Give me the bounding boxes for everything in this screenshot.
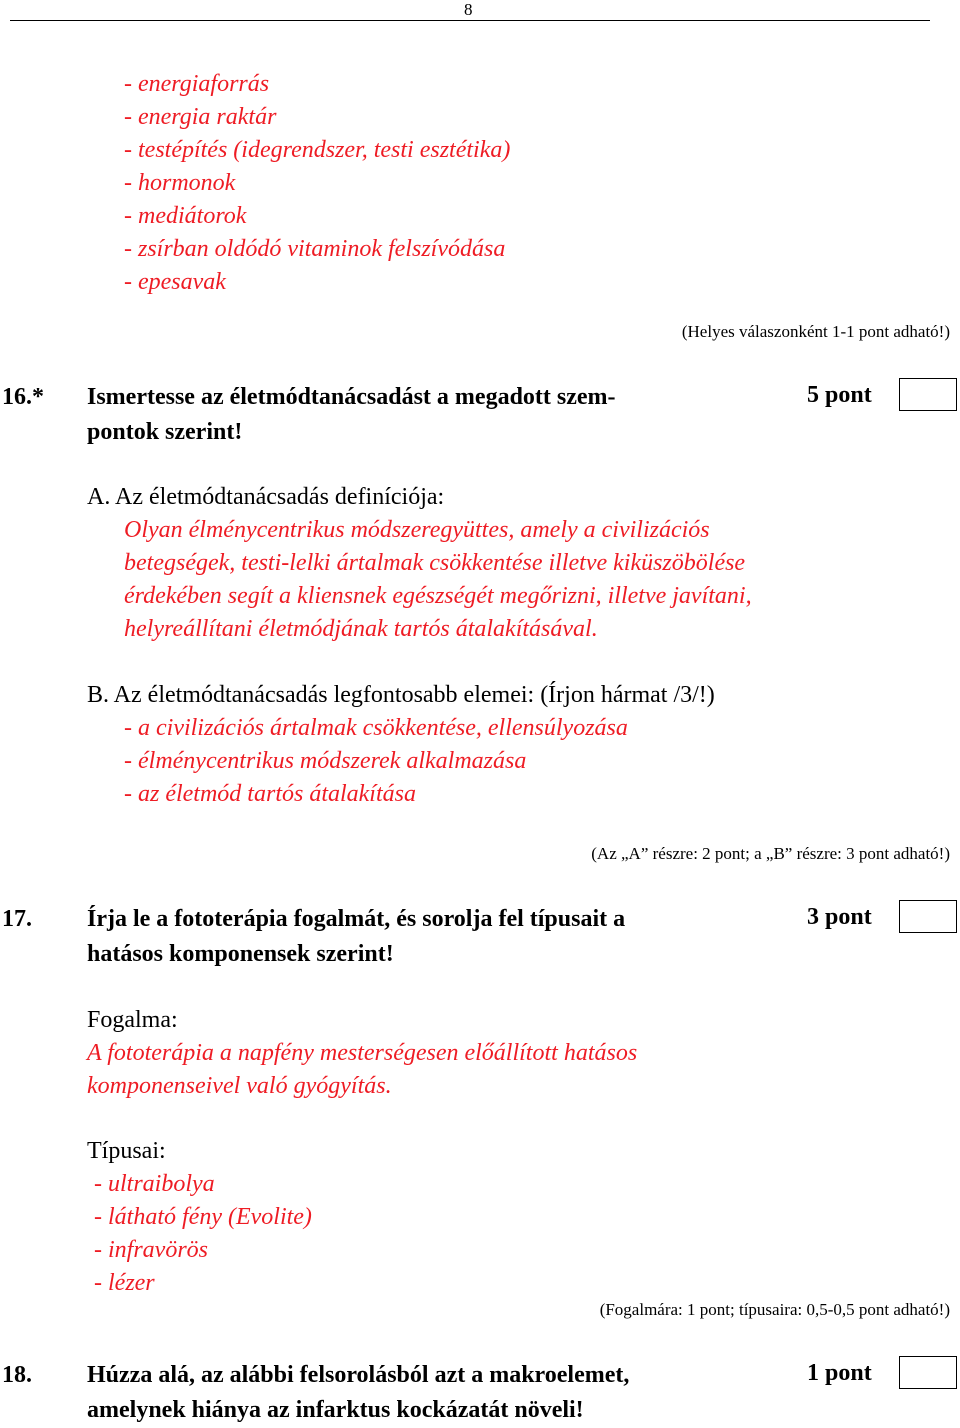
q16-score-box[interactable] — [899, 378, 957, 411]
answer-line: betegségek, testi-lelki ártalmak csökkentése illetve kiküszöbölése — [124, 550, 746, 576]
answer-line: helyreállítani életmódjának tartós átalakításával. — [124, 616, 598, 642]
q16-part-a-answer — [124, 514, 752, 646]
q18-score-box[interactable] — [899, 1356, 957, 1389]
q17-definition-answer — [87, 1037, 637, 1103]
list-item: - ultraibolya — [94, 1171, 215, 1197]
list-item: - testépítés (idegrendszer, testi esztétika) — [124, 137, 511, 163]
q16-part-b-list — [124, 712, 628, 811]
q18-points: 1 pont — [807, 1360, 872, 1386]
q16-part-a-label: A. Az életmódtanácsadás definíciója: — [87, 484, 445, 510]
q17-types-list — [94, 1168, 312, 1300]
q17-definition-label: Fogalma: — [87, 1007, 178, 1033]
list-item: - epesavak — [124, 269, 226, 295]
question-line: Ismertesse az életmódtanácsadást a megadott szem- — [87, 384, 616, 410]
list-item: - lézer — [94, 1270, 155, 1296]
list-item: - mediátorok — [124, 203, 247, 229]
q16-points: 5 pont — [807, 382, 872, 408]
q15-scoring-note: (Helyes válaszonként 1-1 pont adható!) — [681, 322, 950, 341]
q17-scoring-note: (Fogalmára: 1 pont; típusaira: 0,5-0,5 pont adható!) — [599, 1300, 950, 1319]
q17-points: 3 pont — [807, 904, 872, 930]
list-item: - a civilizációs ártalmak csökkentése, ellensúlyozása — [124, 715, 628, 741]
q18-question — [87, 1358, 629, 1428]
list-item: - hormonok — [124, 170, 236, 196]
list-item: - élménycentrikus módszerek alkalmazása — [124, 748, 527, 774]
question-line: pontok szerint! — [87, 419, 243, 445]
list-item: - zsírban oldódó vitaminok felszívódása — [124, 236, 506, 262]
q17-types-label: Típusai: — [87, 1138, 166, 1164]
list-item: - infravörös — [94, 1237, 208, 1263]
answer-line: komponenseivel való gyógyítás. — [87, 1073, 392, 1099]
q16-part-b-label: B. Az életmódtanácsadás legfontosabb elemei: (Írjon hármat /3/!) — [87, 682, 715, 708]
q16-number: 16.* — [2, 384, 44, 410]
q18-number: 18. — [2, 1362, 32, 1388]
list-item: - látható fény (Evolite) — [94, 1204, 312, 1230]
answer-line: Olyan élménycentrikus módszeregyüttes, amely a civilizációs — [124, 517, 710, 543]
list-item: - energiaforrás — [124, 71, 270, 97]
question-line: hatásos komponensek szerint! — [87, 941, 394, 967]
question-line: Húzza alá, az alábbi felsorolásból azt a makroelemet, — [87, 1362, 630, 1388]
q16-question — [87, 380, 616, 450]
header-rule — [10, 20, 930, 21]
list-item: - az életmód tartós átalakítása — [124, 781, 416, 807]
list-item: - energia raktár — [124, 104, 277, 130]
question-line: amelynek hiánya az infarktus kockázatát növeli! — [87, 1397, 584, 1423]
answer-line: érdekében segít a kliensnek egészségét megőrizni, illetve javítani, — [124, 583, 752, 609]
answer-line: A fototerápia a napfény mesterségesen előállított hatásos — [87, 1040, 638, 1066]
page-number: 8 — [464, 0, 473, 19]
q15-answer-list — [124, 68, 510, 299]
q17-score-box[interactable] — [899, 900, 957, 933]
q16-scoring-note: (Az „A” részre: 2 pont; a „B” részre: 3 pont adható!) — [591, 844, 950, 863]
q17-question — [87, 902, 625, 972]
q17-number: 17. — [2, 906, 32, 932]
question-line: Írja le a fototerápia fogalmát, és sorolja fel típusait a — [87, 906, 626, 932]
